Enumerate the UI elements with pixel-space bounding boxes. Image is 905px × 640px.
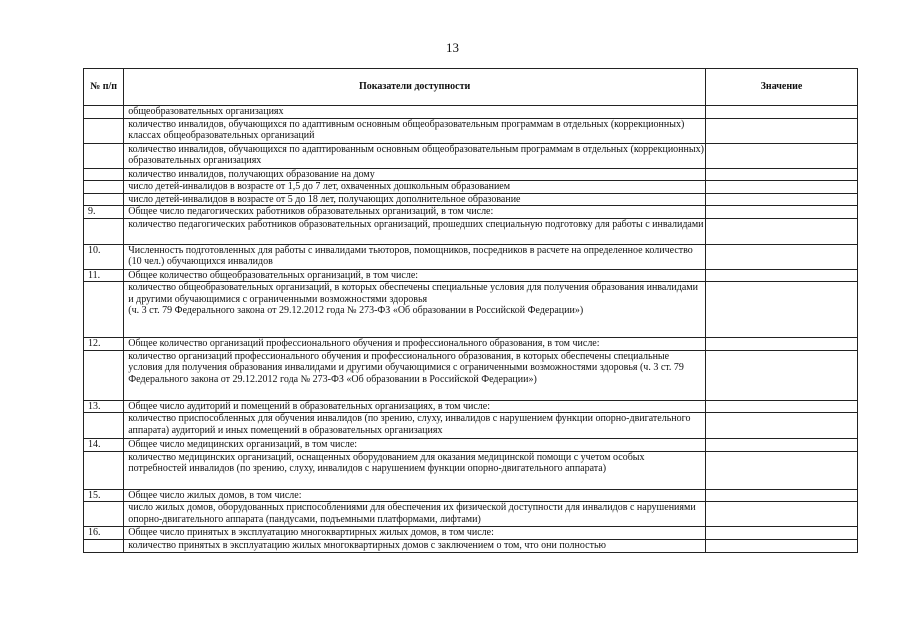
row-indicator-text: Общее число педагогических работников образовательных организаций, в том числе: <box>124 206 706 219</box>
row-indicator-text: количество общеобразовательных организаций, в которых обеспечены специальные условия для получения образования инвалидами и другими обучающимися с ограниченными возможностями здоровья (ч. 3 ст. 79 Федерального закона от 29.12.2012 года № 273-ФЗ «Об образовании в Российской Федерации») <box>124 282 706 338</box>
row-value-cell <box>706 451 858 489</box>
table-row <box>84 218 858 244</box>
row-value-cell <box>706 118 858 143</box>
row-indicator-text: количество принятых в эксплуатацию жилых многоквартирных домов с заключением о том, что они полностью <box>124 539 706 552</box>
table-row <box>84 143 858 168</box>
row-indicator-text: общеобразовательных организациях <box>124 106 706 119</box>
accessibility-indicators-table <box>83 68 858 553</box>
row-number <box>84 539 124 552</box>
row-indicator-text: Общее число принятых в эксплуатацию многоквартирных жилых домов, в том числе: <box>124 527 706 540</box>
row-value-cell <box>706 193 858 206</box>
row-indicator-text: Общее количество общеобразовательных организаций, в том числе: <box>124 269 706 282</box>
row-value-cell <box>706 439 858 452</box>
table-row <box>84 439 858 452</box>
row-number <box>84 413 124 439</box>
row-number <box>84 181 124 194</box>
row-value-cell <box>706 168 858 181</box>
row-value-cell <box>706 269 858 282</box>
table-row <box>84 106 858 119</box>
table-row <box>84 181 858 194</box>
row-indicator-text: Общее количество организаций профессионального обучения и профессионального образования, в том числе: <box>124 338 706 351</box>
row-value-cell <box>706 338 858 351</box>
row-indicator-text: количество инвалидов, обучающихся по адаптированным основным общеобразовательным программам в отдельных (коррекционных) образовательных организациях <box>124 143 706 168</box>
row-indicator-text: Общее число медицинских организаций, в том числе: <box>124 439 706 452</box>
table-row <box>84 350 858 400</box>
row-number: 12. <box>84 338 124 351</box>
row-value-cell <box>706 206 858 219</box>
row-indicator-text: количество организаций профессионального обучения и профессионального образования, в которых обеспечены специальные условия для получения образования инвалидами и другими обучающимися с ограниченными возможностями здоровья (ч. 3 ст. 79 Федерального закона от 29.12.2012 года № 273-ФЗ «Об образовании в Российской Федерации») <box>124 350 706 400</box>
row-value-cell <box>706 489 858 502</box>
table-row <box>84 539 858 552</box>
row-value-cell <box>706 400 858 413</box>
row-indicator-text: Общее число аудиторий и помещений в образовательных организациях, в том числе: <box>124 400 706 413</box>
page-number: 13 <box>446 40 459 55</box>
table-row <box>84 118 858 143</box>
table-header-row <box>84 69 858 106</box>
table-row <box>84 451 858 489</box>
row-value-cell <box>706 282 858 338</box>
row-value-cell <box>706 143 858 168</box>
row-value-cell <box>706 181 858 194</box>
table-row <box>84 338 858 351</box>
row-number: 10. <box>84 244 124 269</box>
row-number <box>84 193 124 206</box>
row-number: 11. <box>84 269 124 282</box>
table-row <box>84 168 858 181</box>
row-number: 14. <box>84 439 124 452</box>
table-row <box>84 206 858 219</box>
row-number <box>84 451 124 489</box>
table-row <box>84 193 858 206</box>
row-number <box>84 218 124 244</box>
row-indicator-text: Общее число жилых домов, в том числе: <box>124 489 706 502</box>
row-indicator-text: количество медицинских организаций, оснащенных оборудованием для оказания медицинской помощи с учетом особых потребностей инвалидов (по зрению, слуху, инвалидов с нарушением функции опорно-двигательного аппарата) <box>124 451 706 489</box>
row-number: 9. <box>84 206 124 219</box>
header-value: Значение <box>706 69 858 106</box>
row-number <box>84 350 124 400</box>
table-row <box>84 269 858 282</box>
table-row <box>84 489 858 502</box>
row-number <box>84 143 124 168</box>
row-number: 15. <box>84 489 124 502</box>
row-indicator-text: количество инвалидов, получающих образование на дому <box>124 168 706 181</box>
header-indicator: Показатели доступности <box>124 69 706 106</box>
table-row <box>84 244 858 269</box>
row-indicator-text: число детей-инвалидов в возрасте от 1,5 до 7 лет, охваченных дошкольным образованием <box>124 181 706 194</box>
row-indicator-text: количество инвалидов, обучающихся по адаптивным основным общеобразовательным программам в отдельных (коррекционных) классах общеобразовательных организаций <box>124 118 706 143</box>
table-row <box>84 282 858 338</box>
table-body <box>84 106 858 553</box>
row-number: 13. <box>84 400 124 413</box>
row-indicator-text: число детей-инвалидов в возрасте от 5 до 18 лет, получающих дополнительное образование <box>124 193 706 206</box>
row-indicator-text: число жилых домов, оборудованных приспособлениями для обеспечения их физической доступности для инвалидов с нарушениями опорно-двигательного аппарата (пандусами, подъемными платформами, лифтами) <box>124 502 706 527</box>
row-indicator-text: количество педагогических работников образовательных организаций, прошедших специальную подготовку для работы с инвалидами <box>124 218 706 244</box>
row-number <box>84 502 124 527</box>
row-value-cell <box>706 527 858 540</box>
table-row <box>84 400 858 413</box>
row-value-cell <box>706 413 858 439</box>
row-indicator-text: количество приспособленных для обучения инвалидов (по зрению, слуху, инвалидов с нарушением функции опорно-двигательного аппарата) аудиторий и иных помещений в образовательных организациях <box>124 413 706 439</box>
row-value-cell <box>706 539 858 552</box>
row-value-cell <box>706 106 858 119</box>
row-number <box>84 106 124 119</box>
row-number <box>84 118 124 143</box>
row-value-cell <box>706 502 858 527</box>
row-indicator-text: Численность подготовленных для работы с инвалидами тьюторов, помощников, посредников в расчете на определенное количество (10 чел.) обучающихся инвалидов <box>124 244 706 269</box>
header-number: № п/п <box>84 69 124 106</box>
row-value-cell <box>706 244 858 269</box>
row-number <box>84 168 124 181</box>
table-row <box>84 413 858 439</box>
row-number <box>84 282 124 338</box>
row-value-cell <box>706 350 858 400</box>
row-number: 16. <box>84 527 124 540</box>
table-row <box>84 502 858 527</box>
row-value-cell <box>706 218 858 244</box>
table-row <box>84 527 858 540</box>
